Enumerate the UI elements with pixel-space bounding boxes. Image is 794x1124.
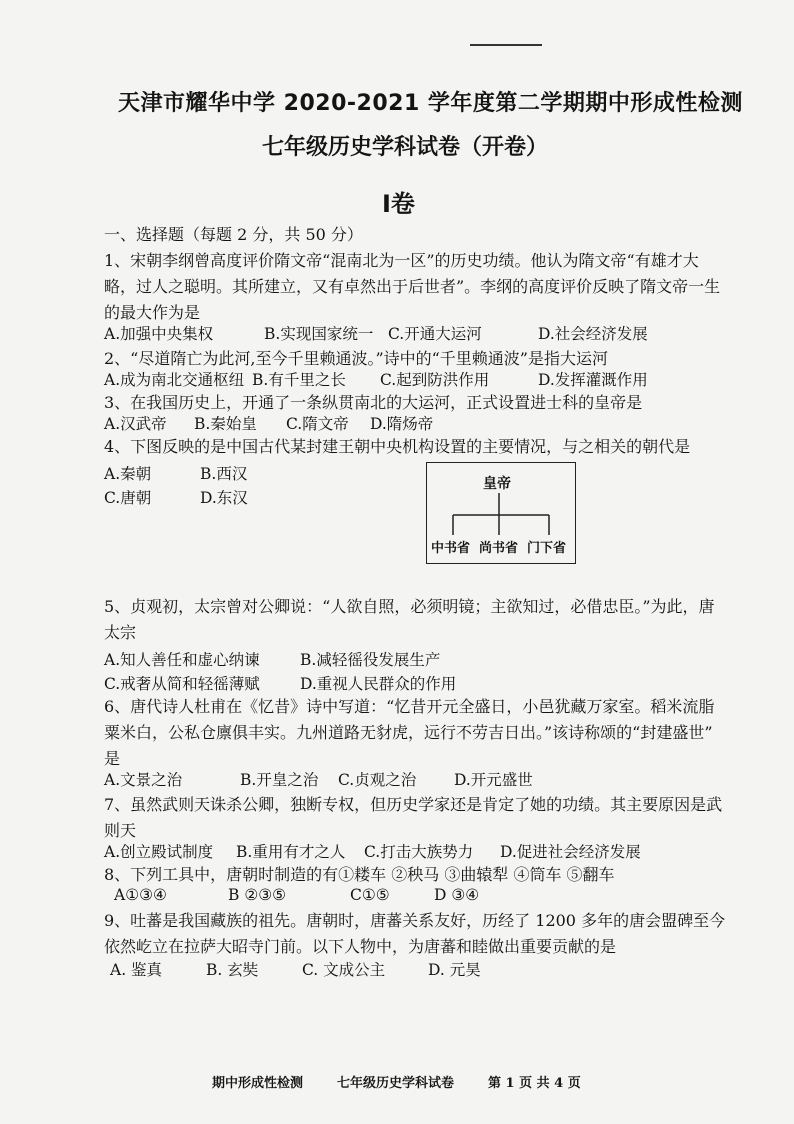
option-a: A.创立殿试制度 xyxy=(104,843,214,861)
question-1-line-1: 1、宋朝李纲曾高度评价隋文帝“混南北为一区”的历史功绩。他认为隋文帝“有雄才大 xyxy=(104,251,699,270)
question-2-options xyxy=(104,368,648,390)
question-4-options-row-1 xyxy=(104,462,247,484)
question-2-line-1: 2、“尽道隋亡为此河,至今千里赖通波。”诗中的“千里赖通波”是指大运河 xyxy=(104,349,608,368)
option-d: D.社会经济发展 xyxy=(538,325,648,343)
page-footer xyxy=(212,1072,615,1091)
option-d: D ③④ xyxy=(434,886,480,904)
exam-title: 天津市耀华中学 2020-2021 学年度第二学期期中形成性检测 xyxy=(118,91,743,116)
option-c: C. 文成公主 xyxy=(302,961,386,979)
question-6-options xyxy=(104,768,533,790)
option-b: B.秦始皇 xyxy=(194,415,257,433)
question-4-line-1: 4、下图反映的是中国古代某封建王朝中央机构设置的主要情况，与之相关的朝代是 xyxy=(104,437,691,456)
central-government-diagram xyxy=(426,462,576,564)
footer-subject: 七年级历史学科试卷 xyxy=(337,1076,455,1091)
footer-exam: 期中形成性检测 xyxy=(212,1076,304,1091)
option-d: D.开元盛世 xyxy=(454,771,533,789)
emperor-node: 皇帝 xyxy=(483,476,511,492)
exam-subtitle: 七年级历史学科试卷（开卷） xyxy=(262,135,549,160)
question-5-options-row-2 xyxy=(104,672,456,694)
option-c: C.贞观之治 xyxy=(338,771,417,789)
question-6-line-2: 粟米白，公私仓廪俱丰实。九州道路无豺虎，远行不劳吉日出。”该诗称颂的“封建盛世” xyxy=(104,723,713,742)
question-8-options xyxy=(114,886,479,904)
question-3-line-1: 3、在我国历史上，开通了一条纵贯南北的大运河，正式设置进士科的皇帝是 xyxy=(104,393,643,412)
question-4-options-row-2 xyxy=(104,486,248,508)
question-1-options xyxy=(104,322,648,344)
option-a: A.加强中央集权 xyxy=(104,325,214,343)
option-a: A. 鉴真 xyxy=(110,961,163,979)
section-label: Ⅰ卷 xyxy=(382,190,415,218)
question-5-options-row-1 xyxy=(104,648,440,670)
option-b: B.开皇之治 xyxy=(240,771,319,789)
option-d: D.重视人民群众的作用 xyxy=(300,675,457,693)
question-5-line-1: 5、贞观初，太宗曾对公卿说：“人欲自照，必须明镜；主欲知过，必借忠臣。”为此，唐 xyxy=(104,597,715,616)
question-8-line-1: 8、下列工具中，唐朝时制造的有①耧车 ②秧马 ③曲辕犁 ④筒车 ⑤翻车 xyxy=(104,865,615,884)
option-c: C.隋文帝 xyxy=(286,415,349,433)
question-7-line-2: 则天 xyxy=(104,821,137,840)
question-7-line-1: 7、虽然武则天诛杀公卿，独断专权，但历史学家还是肯定了她的功绩。其主要原因是武 xyxy=(104,795,723,814)
option-d: D.隋炀帝 xyxy=(370,415,434,433)
option-c: C.唐朝 xyxy=(104,489,152,507)
option-d: D. 元昊 xyxy=(428,961,481,979)
option-b: B. 玄奘 xyxy=(206,961,259,979)
option-b: B ②③⑤ xyxy=(228,886,287,904)
option-a: A.秦朝 xyxy=(104,465,152,483)
question-1-line-3: 的最大作为是 xyxy=(104,303,201,322)
question-7-options xyxy=(104,840,641,862)
option-c: C.开通大运河 xyxy=(388,325,482,343)
question-6-line-3: 是 xyxy=(104,749,121,768)
zhongshu-node: 中书省 xyxy=(431,541,471,556)
menxia-node: 门下省 xyxy=(527,541,567,556)
question-6-line-1: 6、唐代诗人杜甫在《忆昔》诗中写道：“忆昔开元全盛日，小邑犹藏万家室。稻米流脂 xyxy=(104,697,715,716)
option-b: B.西汉 xyxy=(200,465,248,483)
question-3-options xyxy=(104,412,433,434)
option-d: D.发挥灌溉作用 xyxy=(538,371,648,389)
scan-mark xyxy=(470,44,542,46)
question-9-options xyxy=(110,958,481,980)
part-header: 一、选择题（每题 2 分，共 50 分） xyxy=(104,225,363,244)
question-9-line-2: 依然屹立在拉萨大昭寺门前。以下人物中，为唐蕃和睦做出重要贡献的是 xyxy=(104,937,617,956)
option-c: C①⑤ xyxy=(350,886,390,904)
shangshu-node: 尚书省 xyxy=(479,541,519,556)
option-a: A.文景之治 xyxy=(104,771,183,789)
question-1-line-2: 略，过人之聪明。其所建立，又有卓然出于后世者”。李纲的高度评价反映了隋文帝一生 xyxy=(104,277,721,296)
option-c: C.打击大族势力 xyxy=(364,843,474,861)
option-a: A.知人善任和虚心纳谏 xyxy=(104,651,260,669)
option-b: B.减轻徭役发展生产 xyxy=(300,651,441,669)
question-9-line-1: 9、吐蕃是我国藏族的祖先。唐朝时，唐蕃关系友好，历经了 1200 多年的唐会盟碑至今 xyxy=(104,911,726,930)
option-b: B.重用有才之人 xyxy=(236,843,346,861)
option-c: C.起到防洪作用 xyxy=(380,371,490,389)
option-d: D.促进社会经济发展 xyxy=(500,843,641,861)
option-c: C.戒奢从简和轻徭薄赋 xyxy=(104,675,260,693)
question-5-line-2: 太宗 xyxy=(104,623,137,642)
option-b: B.有千里之长 xyxy=(252,371,346,389)
option-a: A.汉武帝 xyxy=(104,415,167,433)
footer-page-number: 第 1 页 共 4 页 xyxy=(488,1076,581,1091)
option-a: A①③④ xyxy=(114,886,167,904)
option-a: A.成为南北交通枢纽 xyxy=(104,371,245,389)
option-b: B.实现国家统一 xyxy=(264,325,374,343)
option-d: D.东汉 xyxy=(200,489,248,507)
